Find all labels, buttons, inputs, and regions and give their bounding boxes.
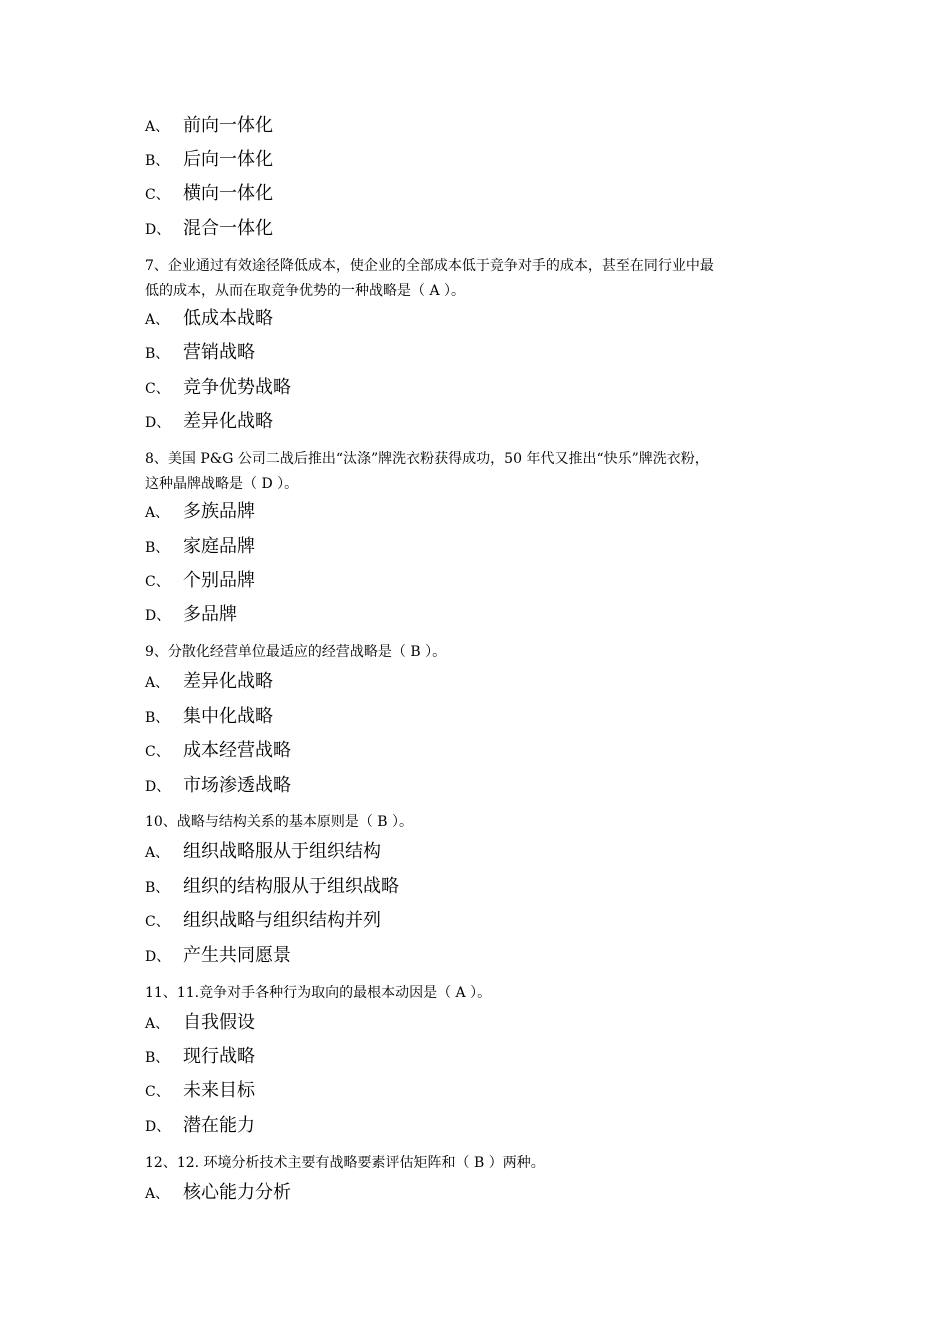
question-line: 这种晶牌战略是（ D ）。	[145, 476, 299, 492]
option-row	[145, 180, 273, 208]
option-row	[145, 408, 273, 436]
option-text: 自我假设	[183, 1012, 255, 1033]
option-row	[145, 498, 255, 526]
option-text: 后向一体化	[183, 149, 273, 170]
option-letter: D、	[145, 415, 171, 431]
option-text: 家庭品牌	[183, 536, 255, 557]
option-row	[145, 1043, 255, 1071]
option-text: 前向一体化	[183, 115, 273, 136]
option-row	[145, 668, 273, 696]
option-letter: C、	[145, 914, 170, 930]
option-letter: C、	[145, 744, 170, 760]
question-text	[145, 640, 805, 665]
option-row	[145, 374, 291, 402]
option-letter: B、	[145, 710, 170, 726]
option-letter: B、	[145, 346, 170, 362]
option-letter: C、	[145, 381, 170, 397]
option-text: 差异化战略	[183, 411, 273, 432]
option-row	[145, 1179, 291, 1207]
option-text: 潜在能力	[183, 1115, 255, 1136]
question-line: 9、分散化经营单位最适应的经营战略是（ B ）。	[145, 644, 447, 660]
option-row	[145, 601, 237, 629]
option-text: 营销战略	[183, 342, 255, 363]
option-letter: B、	[145, 153, 170, 169]
option-row	[145, 838, 381, 866]
option-letter: B、	[145, 540, 170, 556]
option-text: 多品牌	[183, 604, 237, 625]
option-row	[145, 567, 255, 595]
option-text: 现行战略	[183, 1046, 255, 1067]
option-text: 组织战略服从于组织结构	[183, 841, 381, 862]
option-row	[145, 737, 291, 765]
question-line: 11、11.竞争对手各种行为取向的最根本动因是（ A ）。	[145, 985, 492, 1001]
option-row	[145, 907, 381, 935]
option-text: 低成本战略	[183, 308, 273, 329]
option-row	[145, 1009, 255, 1037]
option-text: 混合一体化	[183, 218, 273, 239]
option-row	[145, 146, 273, 174]
option-letter: D、	[145, 779, 171, 795]
option-letter: D、	[145, 1119, 171, 1135]
option-letter: D、	[145, 949, 171, 965]
option-letter: C、	[145, 574, 170, 590]
option-letter: B、	[145, 1050, 170, 1066]
option-row	[145, 942, 291, 970]
option-row	[145, 703, 273, 731]
option-letter: A、	[145, 675, 170, 691]
option-letter: A、	[145, 119, 170, 135]
option-row	[145, 305, 273, 333]
option-row	[145, 772, 291, 800]
option-letter: D、	[145, 222, 171, 238]
option-text: 竞争优势战略	[183, 377, 291, 398]
option-letter: D、	[145, 608, 171, 624]
option-letter: A、	[145, 1016, 170, 1032]
option-text: 横向一体化	[183, 183, 273, 204]
option-text: 未来目标	[183, 1080, 255, 1101]
option-text: 差异化战略	[183, 671, 273, 692]
option-text: 多族品牌	[183, 501, 255, 522]
option-letter: C、	[145, 187, 170, 203]
option-row	[145, 1112, 255, 1140]
question-text	[145, 810, 805, 835]
option-text: 组织战略与组织结构并列	[183, 910, 381, 931]
question-line: 8、美国 P&G 公司二战后推出“汰涤”牌洗衣粉获得成功，50 年代又推出“快乐”牌洗衣粉，	[145, 451, 709, 467]
question-line: 10、战略与结构关系的基本原则是（ B ）。	[145, 814, 414, 830]
option-text: 成本经营战略	[183, 740, 291, 761]
option-text: 核心能力分析	[183, 1182, 291, 1203]
option-letter: A、	[145, 312, 170, 328]
question-text	[145, 981, 805, 1006]
question-line: 12、12. 环境分析技术主要有战略要素评估矩阵和（ B ）两种。	[145, 1155, 545, 1171]
option-letter: B、	[145, 880, 170, 896]
option-text: 产生共同愿景	[183, 945, 291, 966]
option-text: 集中化战略	[183, 706, 273, 727]
option-row	[145, 215, 273, 243]
option-letter: A、	[145, 845, 170, 861]
option-letter: C、	[145, 1084, 170, 1100]
option-row	[145, 339, 255, 367]
option-row	[145, 533, 255, 561]
option-row	[145, 112, 273, 140]
question-line: 7、企业通过有效途径降低成本，使企业的全部成本低于竞争对手的成本，甚至在同行业中最	[145, 258, 714, 274]
option-letter: A、	[145, 505, 170, 521]
option-text: 组织的结构服从于组织战略	[183, 876, 399, 897]
question-text	[145, 1151, 805, 1176]
option-row	[145, 1077, 255, 1105]
question-line: 低的成本，从而在取竞争优势的一种战略是（ A ）。	[145, 283, 466, 299]
option-letter: A、	[145, 1186, 170, 1202]
option-row	[145, 873, 399, 901]
option-text: 市场渗透战略	[183, 775, 291, 796]
question-text	[145, 447, 805, 497]
option-text: 个别品牌	[183, 570, 255, 591]
question-text	[145, 254, 805, 304]
